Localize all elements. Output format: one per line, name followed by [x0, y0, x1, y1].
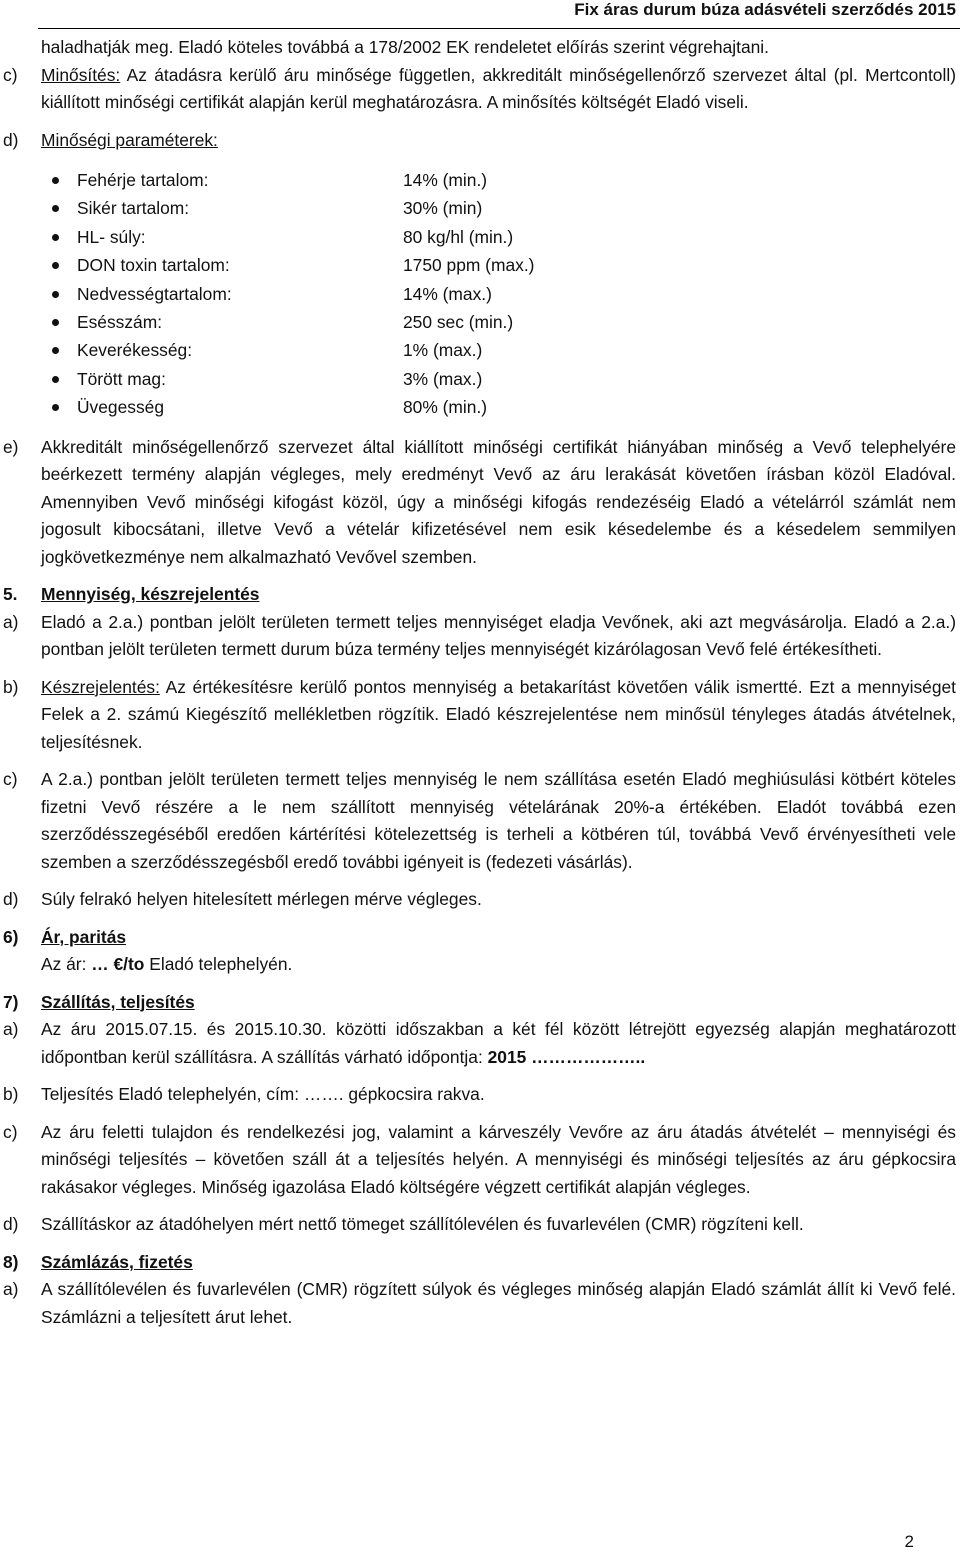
clause-7c [0, 1119, 960, 1202]
clause-label: a) [3, 1019, 19, 1040]
param-name: HL- súly: [77, 226, 146, 247]
list-item [0, 251, 960, 279]
param-name: Törött mag: [77, 368, 166, 389]
clause-label: d) [3, 129, 19, 150]
param-value: 250 sec (min.) [403, 311, 514, 332]
clause-label: b) [3, 676, 19, 697]
bullet-icon [52, 177, 59, 184]
clause-term: Minőségi paraméterek: [41, 129, 218, 150]
clause-label: a) [3, 1279, 19, 1300]
param-value: 30% (min) [403, 198, 483, 219]
clause-text: Akkreditált minőségellenőrző szervezet által kiállított minőségi certifikát hiányában minőség a Vevő telephelyére beérkezett termény alapján végleges, mely eredményt Vevő az áru lerakását követően írásban közöl Eladóval. Amennyiben Vevő minőségi kifogást közöl, úgy a minőségi kifogás rendezéséig Eladó a vételárról számlát nem jogosult kibocsátani, illetve Vevő a vételár kifizetésével nem esik késedelembe és a késedelem semmilyen jogkövetkezménye nem alkalmazható Vevővel szemben. [41, 436, 956, 567]
clause-label: b) [3, 1084, 19, 1105]
section-number: 6) [3, 926, 19, 947]
clause-term: Minősítés: [41, 64, 121, 85]
section-7-heading [0, 989, 960, 1017]
param-name: Keverékesség: [77, 340, 193, 361]
section-6-heading [0, 924, 960, 952]
list-item [0, 280, 960, 308]
section-title: Ár, paritás [41, 926, 127, 947]
delivery-date: 2015 ……………….. [487, 1046, 646, 1067]
clause-text: A szállítólevélen és fuvarlevélen (CMR) rögzített súlyok és végleges minőség alapján Eladó számlát állít ki Vevő felé. Számlázni a teljesített árut lehet. [41, 1279, 956, 1327]
param-value: 14% (max.) [403, 283, 492, 304]
param-value: 80 kg/hl (min.) [403, 226, 514, 247]
param-name: DON toxin tartalom: [77, 255, 230, 276]
section-title: Számlázás, fizetés [41, 1251, 193, 1272]
param-value: 80% (min.) [403, 397, 488, 418]
list-item [0, 166, 960, 194]
price-line [0, 951, 960, 979]
list-item [0, 194, 960, 222]
clause-label: a) [3, 611, 19, 632]
list-item [0, 308, 960, 336]
param-name: Fehérje tartalom: [77, 170, 209, 190]
page-number: 2 [904, 1532, 914, 1551]
price-value: … €/to [91, 954, 145, 975]
bullet-icon [52, 347, 59, 354]
bullet-icon [52, 376, 59, 383]
clause-text: Az értékesítésre kerülő pontos mennyiség a betakarítást követően válik ismertté. Ezt a mennyiséget Felek a 2. számú Kiegészítő mellékletben rögzítik. Eladó készrejelentése nem minősül tényleges átadás átvételnek, teljesítésnek. [41, 676, 956, 752]
price-suffix: Eladó telephelyén. [144, 954, 293, 975]
param-name: Nedvességtartalom: [77, 283, 232, 304]
section-8-heading [0, 1249, 960, 1277]
bullet-icon [52, 234, 59, 241]
clause-label: d) [3, 889, 19, 910]
quality-parameter-list [0, 166, 960, 422]
clause-5a [0, 609, 960, 664]
section-number: 7) [3, 991, 19, 1012]
document-page [0, 34, 960, 1331]
param-value: 14% (min.) [403, 170, 488, 190]
clause-text: Eladó a 2.a.) pontban jelölt területen termett teljes mennyiséget eladja Vevőnek, aki azt megvásárolja. Eladó a 2.a.) pontban jelölt területen termett durum búza termény teljes mennyiségét kizárólagosan Vevő felé értékesítheti. [41, 611, 956, 660]
list-item [0, 223, 960, 251]
bullet-icon [52, 205, 59, 212]
clause-text: Teljesítés Eladó telephelyén, cím: ……. gépkocsira rakva. [41, 1084, 485, 1105]
clause-label: d) [3, 1214, 19, 1235]
clause-4e [0, 434, 960, 572]
clause-text: Az átadásra kerülő áru minősége független, akkreditált minőségellenőrző szervezet által (pl. Mertcontoll) kiállított minőségi certifikát alapján kerül meghatározásra. A minősítés költségét Eladó viseli. [41, 64, 956, 112]
section-title: Szállítás, teljesítés [41, 991, 195, 1012]
section-5-heading [0, 581, 960, 609]
param-value: 3% (max.) [403, 368, 483, 389]
clause-label: c) [3, 64, 18, 85]
clause-7b [0, 1081, 960, 1109]
clause-text: Súly felrakó helyen hitelesített mérlegen mérve végleges. [41, 889, 482, 910]
clause-text: Az áru feletti tulajdon és rendelkezési jog, valamint a kárveszély Vevőre az áru átadás átvételét – mennyiségi és minőségi teljesítés – követően száll át a teljesítés helyén. A mennyiségi és minőségi teljesítés az áru gépkocsira rakásakor végleges. Minőség igazolása Eladó költségére végzett certifikát alapján végleges. [41, 1121, 956, 1197]
header-divider [38, 28, 960, 29]
continued-paragraph: haladhatják meg. Eladó köteles továbbá a 178/2002 EK rendeletet előírás szerint végrehajtani. [41, 37, 769, 57]
list-item [0, 393, 960, 421]
list-item [0, 365, 960, 393]
clause-7d [0, 1211, 960, 1239]
param-name: Esésszám: [77, 311, 163, 332]
bullet-icon [52, 319, 59, 326]
clause-term: Készrejelentés: [41, 676, 160, 697]
clause-5b [0, 674, 960, 757]
clause-4d [0, 127, 960, 155]
clause-8a [0, 1276, 960, 1331]
param-name: Üvegesség [77, 397, 165, 418]
clause-label: c) [3, 1121, 18, 1142]
clause-5d [0, 886, 960, 914]
bullet-icon [52, 404, 59, 411]
list-item [0, 336, 960, 364]
section-number: 5. [3, 584, 18, 605]
bullet-icon [52, 291, 59, 298]
clause-text: Szállításkor az átadóhelyen mért nettő tömeget szállítólevélen és fuvarlevélen (CMR) rögzíteni kell. [41, 1214, 804, 1235]
document-header-title: Fix áras durum búza adásvételi szerződés 2015 [574, 0, 956, 19]
clause-7a [0, 1016, 960, 1071]
param-name: Sikér tartalom: [77, 198, 190, 219]
section-title: Mennyiség, készrejelentés [41, 584, 260, 605]
clause-text: A 2.a.) pontban jelölt területen termett teljes mennyiség le nem szállítása esetén Eladó meghiúsulási kötbért köteles fizetni Vevő részére a le nem szállított mennyiség vételárának 20%-a értékében. Eladót továbbá ezen szerződésszegéséből eredően kártérítési kötelezettség is terheli a kötbéren túl, továbbá Vevő érvényesítheti vele szemben a szerződésszegésből eredő további igényeit is (fedezeti vásárlás). [41, 769, 956, 872]
clause-text: Az áru 2015.07.15. és 2015.10.30. közötti időszakban a két fél között létrejött egyezség alapján meghatározott időpontban kerül szállításra. A szállítás várható időpontja: [41, 1019, 956, 1067]
section-number: 8) [3, 1251, 19, 1272]
param-value: 1% (max.) [403, 340, 483, 361]
clause-5c [0, 766, 960, 876]
param-value: 1750 ppm (max.) [403, 255, 535, 276]
clause-label: c) [3, 769, 18, 790]
price-prefix: Az ár: [41, 954, 92, 975]
bullet-icon [52, 262, 59, 269]
clause-4c [0, 62, 960, 117]
clause-label: e) [3, 436, 19, 457]
